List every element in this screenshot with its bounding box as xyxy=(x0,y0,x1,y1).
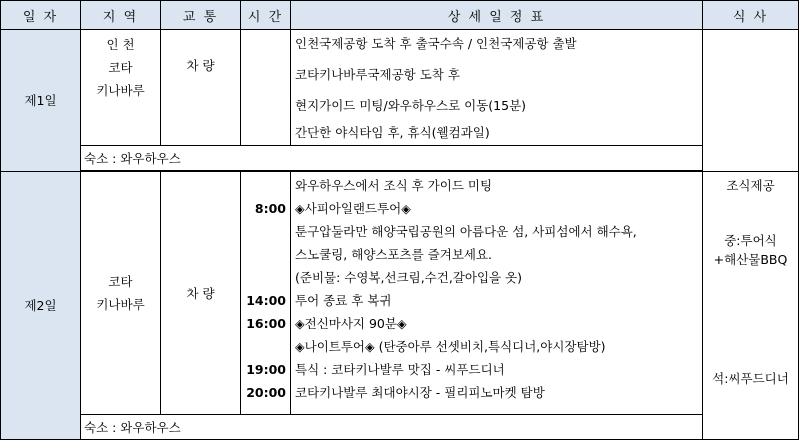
day2-lodging: 숙소 : 와우하우스 xyxy=(81,415,703,440)
day1-lodging-row xyxy=(1,146,799,172)
day1-main-row xyxy=(1,30,799,146)
header-meal: 식 사 xyxy=(703,1,799,30)
detail-line: 코타키나발루 최대야시장 - 필리피노마켓 탐방 xyxy=(295,385,545,400)
detail-line: 투어 종료 후 복귀 xyxy=(295,293,392,308)
time-cell xyxy=(241,243,286,266)
time-cell xyxy=(241,335,286,358)
day1-details xyxy=(291,30,703,146)
day2-main-row xyxy=(1,171,799,415)
meal-dinner: 석:씨푸드디너 xyxy=(712,370,789,386)
time-cell xyxy=(241,220,286,243)
time-cell: 14:00 xyxy=(246,293,286,308)
time-cell: 20:00 xyxy=(246,385,286,400)
day1-lodging: 숙소 : 와우하우스 xyxy=(81,146,703,172)
detail-line: 인천국제공항 도착 후 출국수속 / 인천국제공항 출발 xyxy=(295,36,577,51)
day2-transport: 차 량 xyxy=(161,171,241,415)
header-detail: 상 세 일 정 표 xyxy=(291,1,703,30)
detail-line: 툰구압둘라만 해양국립공원의 아름다운 섬, 사피섬에서 해수욕, xyxy=(295,224,637,239)
time-cell: 19:00 xyxy=(246,362,286,377)
day2-region xyxy=(81,171,161,415)
day2-lodging-row xyxy=(1,415,799,440)
meal-breakfast: 조식제공 xyxy=(726,177,775,193)
time-cell xyxy=(241,266,286,289)
time-cell: 8:00 xyxy=(254,201,286,216)
day2-region-line: 키나바루 xyxy=(96,297,145,312)
day1-meal xyxy=(703,30,799,172)
header-transport: 교 통 xyxy=(161,1,241,30)
time-cell xyxy=(241,174,286,197)
day2-region-line: 코타 xyxy=(108,274,133,289)
header-day: 일 자 xyxy=(1,1,81,30)
header-row xyxy=(1,1,799,30)
detail-line: 코타키나바루국제공항 도착 후 xyxy=(295,67,460,82)
day1-label: 제1일 xyxy=(1,30,81,172)
meal-lunch: 중:투어식 xyxy=(724,232,777,248)
header-time: 시 간 xyxy=(241,1,291,30)
detail-line: 특식 : 코타키나발루 맛집 - 씨푸드디너 xyxy=(295,362,505,377)
detail-line: ◈나이트투어◈ (탄중아루 선셋비치,특식디너,야시장탐방) xyxy=(295,339,606,354)
day2-times xyxy=(241,171,291,415)
day1-transport: 차 량 xyxy=(161,30,241,146)
day1-region-line: 인 천 xyxy=(106,37,135,52)
day2-label: 제2일 xyxy=(1,171,81,440)
detail-line: 간단한 야식타임 후, 휴식(웰컴과일) xyxy=(295,125,490,140)
detail-line: 와우하우스에서 조식 후 가이드 미팅 xyxy=(295,178,493,193)
day1-region-line: 키나바루 xyxy=(96,83,145,98)
detail-line: 스노쿨링, 해양스포츠를 즐겨보세요. xyxy=(295,247,493,262)
header-region: 지 역 xyxy=(81,1,161,30)
day1-region-line: 코타 xyxy=(108,60,133,75)
detail-line: ◈전신마사지 90분◈ xyxy=(295,316,407,331)
day1-region xyxy=(81,30,161,146)
detail-line: (준비물: 수영복,선크림,수건,갈아입을 옷) xyxy=(295,270,523,285)
day2-meal xyxy=(703,171,799,440)
day1-time xyxy=(241,30,291,146)
time-cell: 16:00 xyxy=(246,316,286,331)
detail-line: ◈사피아일랜드투어◈ xyxy=(295,201,411,216)
meal-lunch-extra: +해산물BBQ xyxy=(713,251,788,267)
day2-details xyxy=(291,171,703,415)
detail-line: 현지가이드 미팅/와우하우스로 이동(15분) xyxy=(295,98,527,113)
